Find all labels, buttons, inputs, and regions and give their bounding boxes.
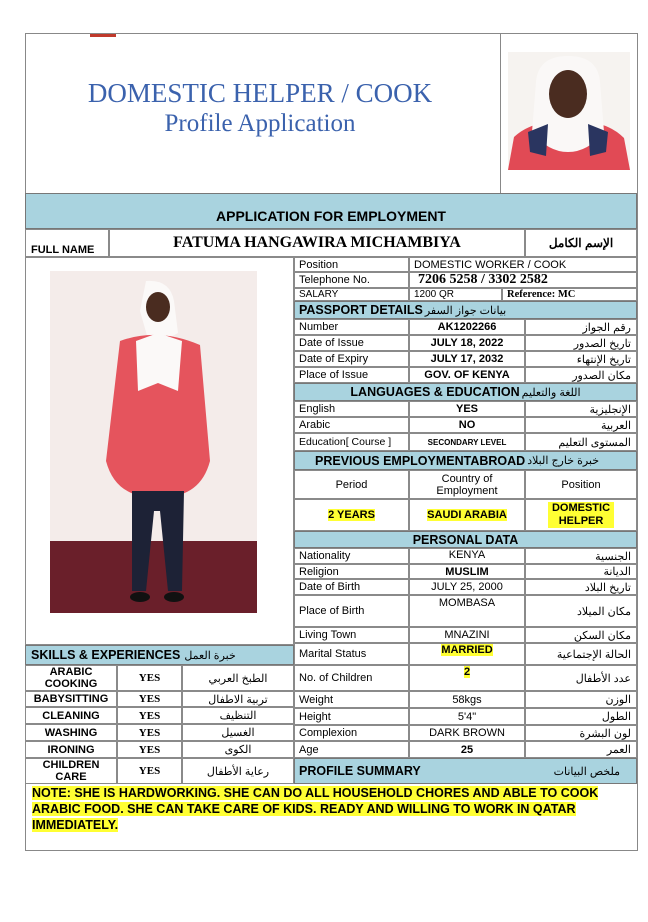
passport-header: [294, 301, 637, 319]
profile-summary-title: PROFILE SUMMARY: [299, 764, 421, 778]
skill-value: YES: [117, 758, 182, 784]
country-header: Country of Employment: [409, 470, 525, 499]
place-of-birth-label: Place of Birth: [294, 595, 409, 627]
country-value: SAUDI ARABIA: [427, 509, 507, 521]
marital-status-ar: الحالة الإجتماعية: [525, 643, 637, 665]
date-of-issue-label: Date of Issue: [294, 335, 409, 351]
arabic-label: Arabic: [294, 417, 409, 433]
skill-value: YES: [117, 724, 182, 741]
date-of-expiry-label: Date of Expiry: [294, 351, 409, 367]
period-header: Period: [294, 470, 409, 499]
personal-data-header: [294, 531, 637, 548]
country-cell: [409, 499, 525, 531]
page-subtitle: Profile Application: [164, 110, 356, 137]
profile-summary-header: [294, 758, 637, 784]
age-value: 25: [409, 741, 525, 758]
skill-value: YES: [117, 665, 182, 691]
top-mark: [90, 34, 116, 37]
full-body-photo: [50, 271, 257, 613]
passport-title-ar: بيانات جواز السفر: [424, 304, 507, 317]
date-of-issue-ar: تاريخ الصدور: [525, 335, 637, 351]
religion-ar: الديانة: [525, 564, 637, 579]
children-label: No. of Children: [294, 665, 409, 691]
nationality-value: KENYA: [409, 548, 525, 564]
skill-label: WASHING: [25, 724, 117, 741]
religion-label: Religion: [294, 564, 409, 579]
passport-title: PASSPORT DETAILS: [299, 303, 423, 317]
skill-label: ARABIC COOKING: [25, 665, 117, 691]
skill-value: YES: [117, 707, 182, 724]
languages-header: [294, 383, 637, 401]
date-of-expiry-value: JULY 17, 2032: [409, 351, 525, 367]
skill-ar: التنظيف: [182, 707, 294, 724]
education-value: SECONDARY LEVEL: [409, 433, 525, 451]
skill-value: YES: [117, 691, 182, 707]
skill-ar: تربية الاطفال: [182, 691, 294, 707]
place-of-issue-label: Place of Issue: [294, 367, 409, 383]
height-ar: الطول: [525, 708, 637, 725]
reference: Reference: MC: [502, 288, 637, 301]
full-name-label: FULL NAME: [25, 229, 109, 257]
portrait-photo: [508, 52, 630, 170]
date-of-issue-value: JULY 18, 2022: [409, 335, 525, 351]
profile-summary-title-ar: ملخص البيانات: [553, 765, 620, 778]
passport-number-label: Number: [294, 319, 409, 335]
weight-label: Weight: [294, 691, 409, 708]
living-town-ar: مكان السكن: [525, 627, 637, 643]
arabic-value: NO: [409, 417, 525, 433]
living-town-label: Living Town: [294, 627, 409, 643]
english-ar: الإنجليزية: [525, 401, 637, 417]
skill-label: BABYSITTING: [25, 691, 117, 707]
skill-ar: الغسيل: [182, 724, 294, 741]
education-ar: المستوى التعليم: [525, 433, 637, 451]
place-of-birth-value: MOMBASA: [409, 595, 525, 627]
telephone-label: Telephone No.: [294, 272, 409, 288]
height-label: Height: [294, 708, 409, 725]
languages-title-ar: اللغة والتعليم: [521, 386, 581, 399]
date-of-birth-label: Date of Birth: [294, 579, 409, 595]
salary-label: SALARY: [294, 288, 409, 301]
skill-ar: الطبخ العربي: [182, 665, 294, 691]
marital-status-label: Marital Status: [294, 643, 409, 665]
religion-value: MUSLIM: [409, 564, 525, 579]
marital-status-value: MARRIED: [441, 644, 493, 656]
date-of-expiry-ar: تاريخ الإنتهاء: [525, 351, 637, 367]
children-value: 2: [463, 666, 471, 678]
previous-employment-header: [294, 451, 637, 470]
previous-employment-title: PREVIOUS EMPLOYMENTABROAD: [315, 453, 526, 468]
education-label: Education[ Course ]: [294, 433, 409, 451]
application-title: APPLICATION FOR EMPLOYMENT: [216, 208, 446, 224]
full-name-label-ar: الإسم الكامل: [525, 229, 637, 257]
skills-title-ar: خبرة العمل: [184, 649, 236, 662]
nationality-ar: الجنسية: [525, 548, 637, 564]
date-of-birth-value: JULY 25, 2000: [409, 579, 525, 595]
arabic-ar: العربية: [525, 417, 637, 433]
skill-value: YES: [117, 741, 182, 758]
position-value: DOMESTIC WORKER / COOK: [409, 257, 637, 272]
prev-position-value: DOMESTIC HELPER: [548, 502, 614, 528]
period-cell: [294, 499, 409, 531]
height-value: 5'4": [409, 708, 525, 725]
page-title: DOMESTIC HELPER / COOK: [87, 78, 433, 108]
skill-ar: الكوى: [182, 741, 294, 758]
salary-value: 1200 QR: [409, 288, 502, 301]
skill-label: IRONING: [25, 741, 117, 758]
complexion-value: DARK BROWN: [409, 725, 525, 741]
place-of-issue-ar: مكان الصدور: [525, 367, 637, 383]
note: [26, 784, 637, 832]
passport-number-value: AK1202266: [409, 319, 525, 335]
age-label: Age: [294, 741, 409, 758]
weight-value: 58kgs: [409, 691, 525, 708]
telephone-value: 7206 5258 / 3302 2582: [409, 272, 637, 288]
skill-label: CHILDREN CARE: [25, 758, 117, 784]
languages-title: LANGUAGES & EDUCATION: [350, 385, 520, 399]
english-label: English: [294, 401, 409, 417]
nationality-label: Nationality: [294, 548, 409, 564]
skill-ar: رعاية الأطفال: [182, 758, 294, 784]
place-of-issue-value: GOV. OF KENYA: [409, 367, 525, 383]
photo-divider: [500, 33, 501, 193]
children-ar: عدد الأطفال: [525, 665, 637, 691]
skill-label: CLEANING: [25, 707, 117, 724]
personal-data-title: PERSONAL DATA: [412, 532, 519, 547]
complexion-ar: لون البشرة: [525, 725, 637, 741]
full-name-value: FATUMA HANGAWIRA MICHAMBIYA: [109, 229, 525, 257]
marital-status-cell: [409, 643, 525, 665]
prev-position-cell: [525, 499, 637, 531]
age-ar: العمر: [525, 741, 637, 758]
children-cell: [409, 665, 525, 691]
passport-number-ar: رقم الجواز: [525, 319, 637, 335]
previous-employment-title-ar: خبرة خارج البلاد: [527, 455, 600, 467]
skills-title: SKILLS & EXPERIENCES: [31, 648, 181, 662]
position-label: Position: [294, 257, 409, 272]
date-of-birth-ar: تاريخ البلاد: [525, 579, 637, 595]
weight-ar: الوزن: [525, 691, 637, 708]
skills-header: [25, 645, 294, 665]
application-title-bar: [25, 193, 637, 229]
english-value: YES: [409, 401, 525, 417]
place-of-birth-ar: مكان الميلاد: [525, 595, 637, 627]
note-text: NOTE: SHE IS HARDWORKING. SHE CAN DO ALL HOUSEHOLD CHORES AND ABLE TO COOK ARABIC FOOD. SHE CAN TAKE CARE OF KIDS. READY AND WILLING TO WORK IN QATAR IMMEDIATELY.: [32, 786, 599, 832]
period-value: 2 YEARS: [328, 509, 375, 521]
complexion-label: Complexion: [294, 725, 409, 741]
living-town-value: MNAZINI: [409, 627, 525, 643]
position-header: Position: [525, 470, 637, 499]
